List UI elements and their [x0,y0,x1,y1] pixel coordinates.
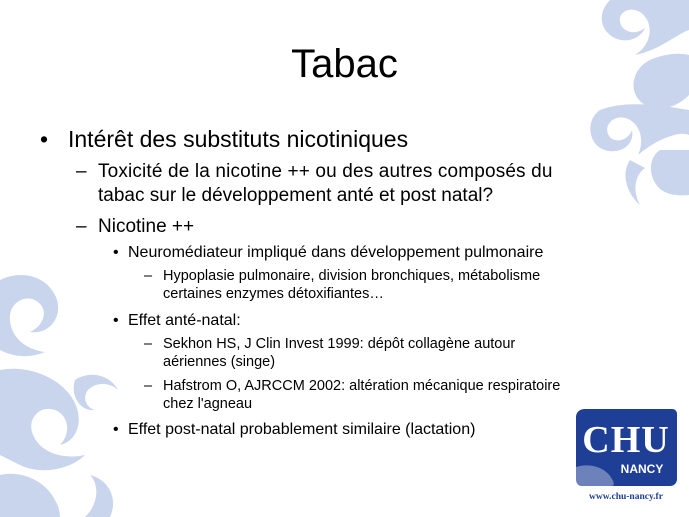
bullet-marker: • [113,244,119,261]
bullet-l3-post-natal: Effet post-natal probablement similaire (lactation) [128,421,476,438]
bullet-l1-substituts: Intérêt des substituts nicotiniques [68,126,409,152]
bullet-l2-toxicite-line2: tabac sur le développement anté et post natal? [98,185,494,206]
chu-nancy-logo [572,407,678,503]
bullet-l4-hafstrom-line2: chez l'agneau [163,396,253,412]
bullet-l3-neuromediateur: Neuromédiateur impliqué dans développement pulmonaire [128,244,544,261]
bullet-marker: • [113,421,119,438]
dash-marker: – [144,378,153,394]
bullet-l3-ante-natal: Effet anté-natal: [128,312,241,329]
bullet-l4-hypoplasie-line1: Hypoplasie pulmonaire, division bronchiques, métabolisme [163,268,541,284]
bullet-l4-sekhon-line2: aériennes (singe) [163,354,276,370]
bullet-l2-nicotine: Nicotine ++ [98,216,195,237]
bullet-marker: • [40,126,49,152]
logo-nancy-text: NANCY [620,462,664,476]
logo-chu-text: CHU [582,419,670,461]
bullet-marker: • [113,312,119,329]
bullet-l4-sekhon-line1: Sekhon HS, J Clin Invest 1999: dépôt collagène autour [163,336,516,352]
bullet-l4-hafstrom-line1: Hafstrom O, AJRCCM 2002: altération mécanique respiratoire [163,378,561,394]
bullet-l2-toxicite-line1: Toxicité de la nicotine ++ ou des autres composés du [98,161,553,182]
bullet-l4-hypoplasie-line2: certaines enzymes détoxifiantes… [163,286,384,302]
dash-marker: – [76,216,87,237]
dash-marker: – [144,336,153,352]
logo-url-text: www.chu-nancy.fr [589,492,663,502]
dash-marker: – [144,268,153,284]
dash-marker: – [76,161,87,182]
slide-title: Tabac [291,42,398,86]
